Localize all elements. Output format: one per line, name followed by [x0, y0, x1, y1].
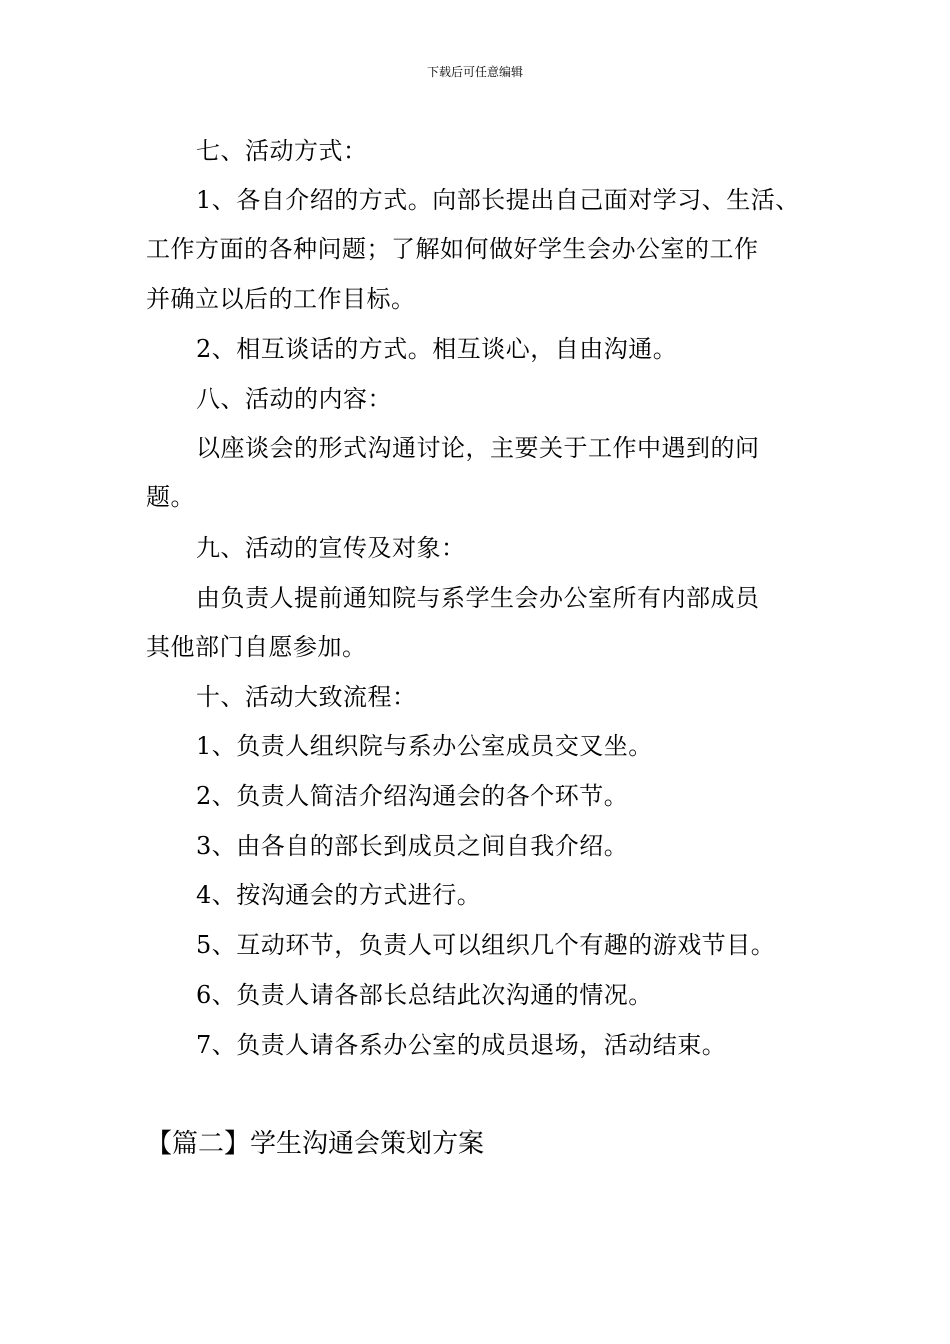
paragraph-line: 其他部门自愿参加。 [146, 633, 367, 661]
paragraph-line: 工作方面的各种问题；了解如何做好学生会办公室的工作 [146, 235, 759, 263]
heading-activity-flow: 十、活动大致流程： [196, 683, 417, 711]
list-item: 1、负责人组织院与系办公室成员交叉坐。 [196, 732, 653, 760]
paragraph-line: 题。 [146, 483, 195, 511]
list-item: 7、负责人请各系办公室的成员退场，活动结束。 [196, 1031, 727, 1059]
heading-activity-method: 七、活动方式： [196, 137, 368, 165]
paragraph-line: 1、各自介绍的方式。向部长提出自己面对学习、生活、 [196, 186, 800, 214]
paragraph-line: 并确立以后的工作目标。 [146, 285, 416, 313]
heading-activity-content: 八、活动的内容： [196, 385, 392, 413]
heading-publicity-audience: 九、活动的宣传及对象： [196, 534, 466, 562]
paragraph-line: 以座谈会的形式沟通讨论，主要关于工作中遇到的问 [196, 434, 760, 462]
page-header-note: 下载后可任意编辑 [426, 65, 523, 79]
section-title: 【篇二】学生沟通会策划方案 [146, 1129, 485, 1159]
list-item: 4、按沟通会的方式进行。 [196, 881, 482, 909]
list-item: 5、互动环节，负责人可以组织几个有趣的游戏节目。 [196, 931, 776, 959]
list-item: 6、负责人请各部长总结此次沟通的情况。 [196, 981, 653, 1009]
list-item: 3、由各自的部长到成员之间自我介绍。 [196, 832, 629, 860]
paragraph-line: 2、相互谈话的方式。相互谈心，自由沟通。 [196, 335, 678, 363]
list-item: 2、负责人简洁介绍沟通会的各个环节。 [196, 782, 629, 810]
paragraph-line: 由负责人提前通知院与系学生会办公室所有内部成员 [196, 584, 760, 612]
